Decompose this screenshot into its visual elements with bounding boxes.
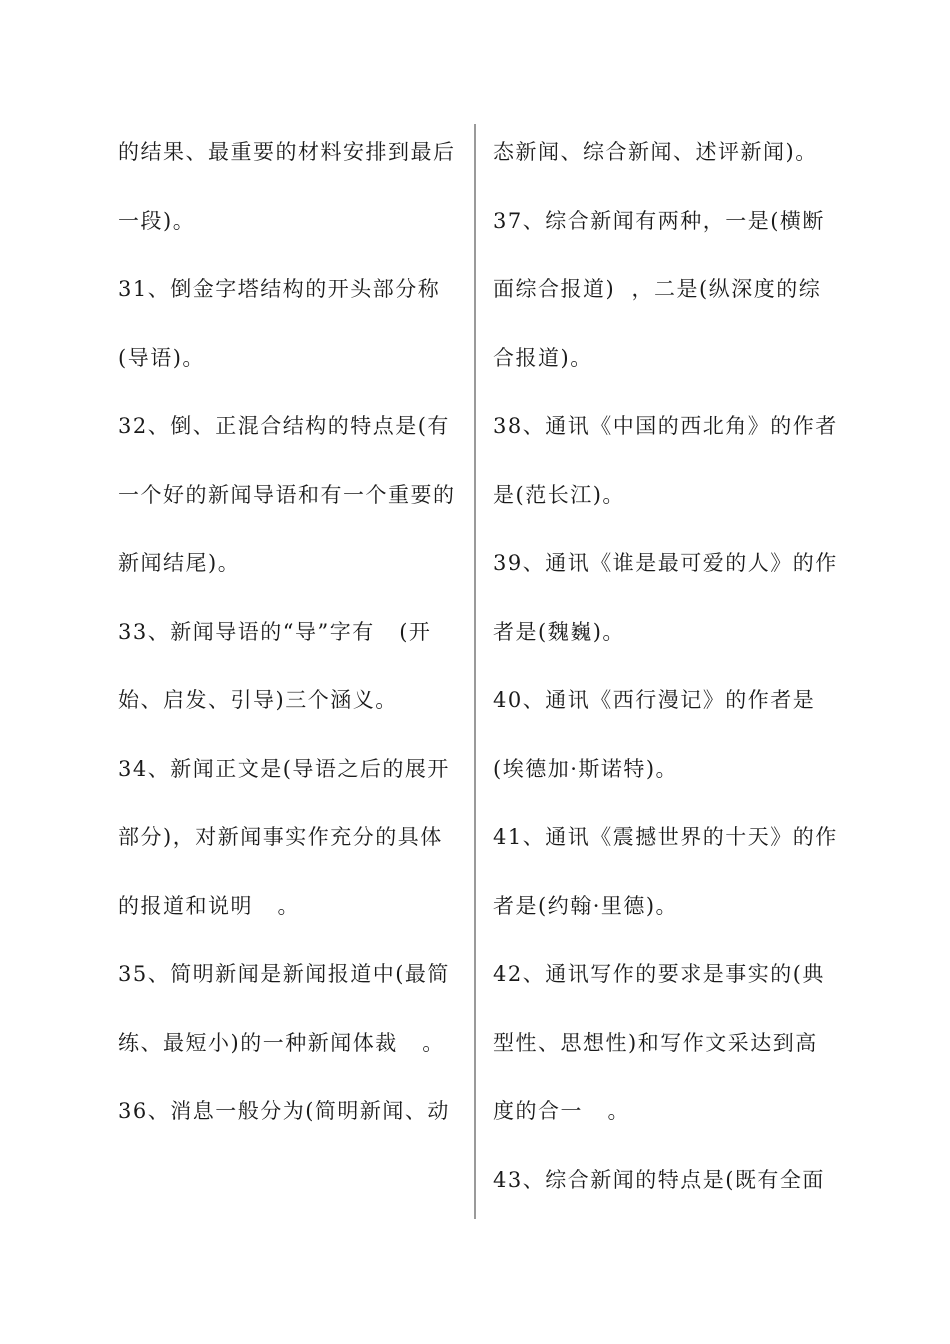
text-line: 面综合报道) ，二是(纵深度的综: [493, 277, 822, 301]
text-line: 43、综合新闻的特点是(既有全面: [493, 1167, 825, 1192]
text-line: 是(范长江)。: [493, 482, 625, 507]
text-line: 41、通讯《震撼世界的十天》的作: [493, 825, 838, 849]
text-line: 38、通讯《中国的西北角》的作者: [493, 414, 838, 438]
text-line: 练、最短小)的一种新闻体裁 。: [118, 1030, 445, 1055]
text-line: (导语)。: [118, 345, 205, 370]
text-line: 的报道和说明 。: [118, 893, 301, 918]
text-line: 42、通讯写作的要求是事实的(典: [493, 962, 825, 986]
right-text-column: [493, 122, 838, 1218]
text-line: 一段)。: [118, 208, 196, 233]
text-line: 型性、思想性)和写作文采达到高: [493, 1030, 818, 1055]
text-line: 36、消息一般分为(简明新闻、动: [118, 1099, 450, 1123]
text-line: 部分)，对新闻事实作充分的具体: [118, 825, 443, 849]
text-line: 32、倒、正混合结构的特点是(有: [118, 414, 450, 438]
text-line: (埃德加·斯诺特)。: [493, 756, 679, 781]
text-line: 33、新闻导语的“导”字有 (开: [118, 619, 432, 644]
text-line: 态新闻、综合新闻、述评新闻)。: [493, 140, 818, 164]
text-line: 新闻结尾)。: [118, 551, 241, 575]
text-line: 34、新闻正文是(导语之后的展开: [118, 756, 450, 781]
text-line: 的结果、最重要的材料安排到最后: [118, 140, 456, 164]
text-line: 始、启发、引导)三个涵义。: [118, 688, 398, 712]
left-text-column: [118, 122, 463, 1150]
text-line: 39、通讯《谁是最可爱的人》的作: [493, 551, 838, 575]
text-line: 合报道)。: [493, 345, 593, 370]
text-line: 40、通讯《西行漫记》的作者是: [493, 688, 816, 712]
text-line: 37、综合新闻有两种，一是(横断: [493, 208, 825, 233]
text-line: 一个好的新闻导语和有一个重要的: [118, 482, 456, 507]
text-line: 31、倒金字塔结构的开头部分称: [118, 277, 441, 301]
column-divider: [474, 124, 476, 1219]
text-line: 者是(魏巍)。: [493, 619, 625, 644]
text-line: 35、简明新闻是新闻报道中(最简: [118, 962, 450, 986]
text-line: 者是(约翰·里德)。: [493, 893, 679, 918]
text-line: 度的合一 。: [493, 1099, 631, 1123]
